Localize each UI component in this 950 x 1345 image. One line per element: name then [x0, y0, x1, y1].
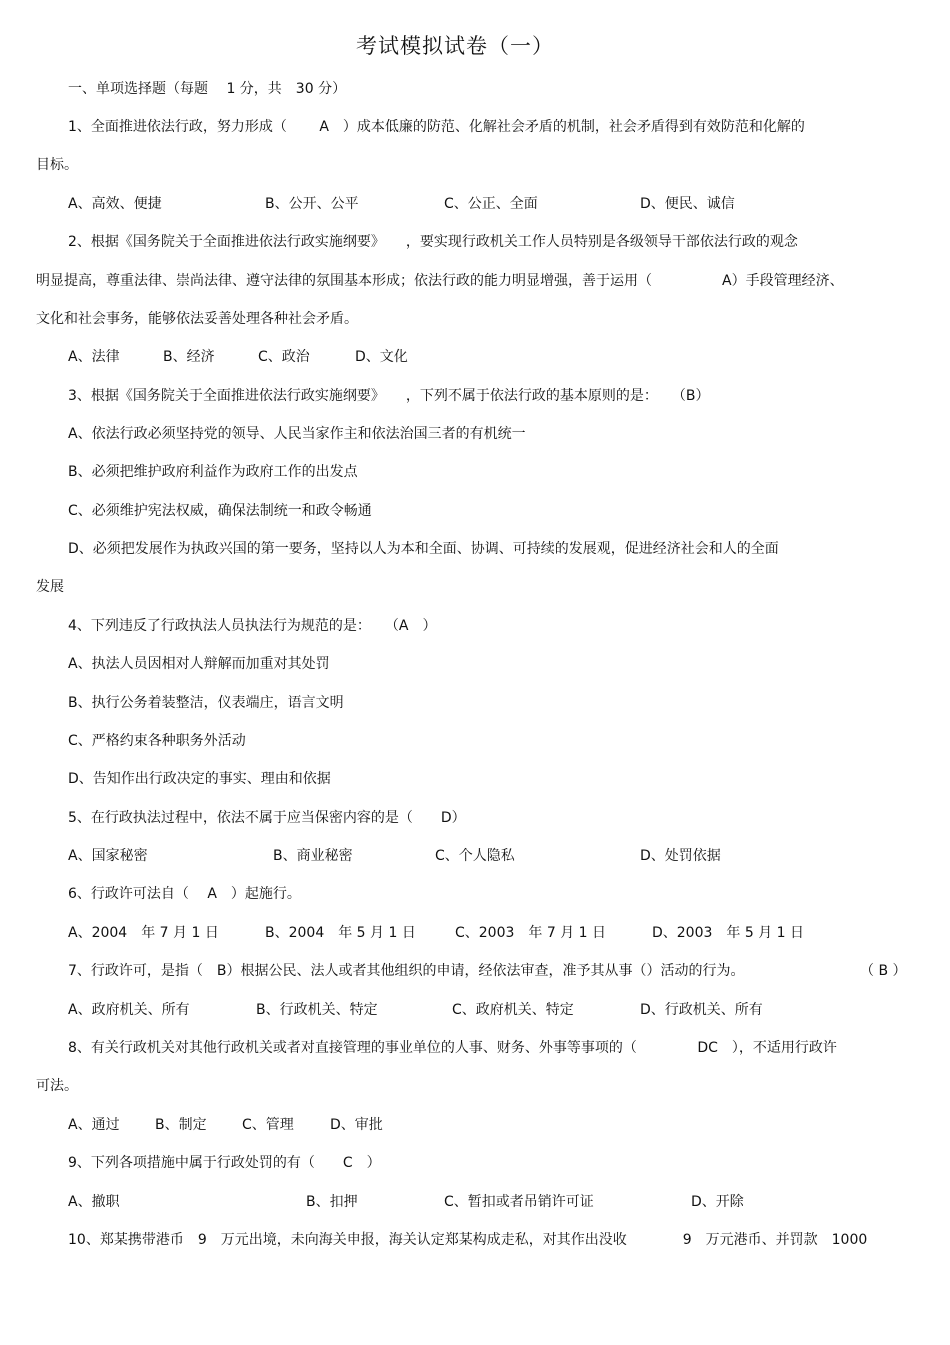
question-2-option-d: D、文化: [355, 349, 408, 365]
section-heading: 一、单项选择题（每题 1 分，共 30 分）: [68, 81, 347, 97]
question-3-option-a: A、依法行政必须坚持党的领导、人民当家作主和依法治国三者的有机统一: [68, 426, 526, 442]
question-2-option-b: B、经济: [163, 349, 215, 365]
question-9-text: 9、下列各项措施中属于行政处罚的有（ C ）: [68, 1155, 381, 1171]
question-5-option-a: A、国家秘密: [68, 848, 148, 864]
question-1-option-c: C、公正、全面: [444, 196, 538, 212]
question-1-text-cont: 目标。: [36, 157, 78, 173]
question-9-option-a: A、撤职: [68, 1194, 120, 1210]
question-6-text: 6、行政许可法自（ A ）起施行。: [68, 886, 301, 902]
question-2-text-cont2: 文化和社会事务，能够依法妥善处理各种社会矛盾。: [36, 311, 358, 327]
question-4-option-c: C、严格约束各种职务外活动: [68, 733, 246, 749]
question-8-option-a: A、通过: [68, 1117, 120, 1133]
question-2-text: 2、根据《国务院关于全面推进依法行政实施纲要》 ，要实现行政机关工作人员特别是各级领导干部依法行政的观念: [68, 234, 798, 250]
question-6-option-b: B、2004 年 5 月 1 日: [265, 925, 416, 941]
question-5-option-b: B、商业秘密: [273, 848, 353, 864]
question-8-option-d: D、审批: [330, 1117, 383, 1133]
question-7-answer: （ B ）: [860, 963, 907, 979]
exam-title: 考试模拟试卷（一）: [356, 34, 554, 58]
question-1-text: 1、全面推进依法行政，努力形成（ A ）成本低廉的防范、化解社会矛盾的机制，社会矛盾得到有效防范和化解的: [68, 119, 805, 135]
question-9-option-b: B、扣押: [306, 1194, 358, 1210]
question-3-option-c: C、必须维护宪法权威，确保法制统一和政令畅通: [68, 503, 372, 519]
question-8-option-c: C、管理: [242, 1117, 294, 1133]
question-7-text: 7、行政许可，是指（ B）根据公民、法人或者其他组织的申请，经依法审查，准予其从事（）活动的行为。: [68, 963, 745, 979]
question-2-text-cont: 明显提高，尊重法律、崇尚法律、遵守法律的氛围基本形成；依法行政的能力明显增强，善于运用（ A）手段管理经济、: [36, 273, 844, 289]
question-2-option-a: A、法律: [68, 349, 120, 365]
question-6-option-d: D、2003 年 5 月 1 日: [652, 925, 805, 941]
question-10-text: 10、郑某携带港币 9 万元出境，未向海关申报，海关认定郑某构成走私，对其作出没收 9 万元港币、并罚款 1000: [68, 1232, 868, 1248]
question-6-option-c: C、2003 年 7 月 1 日: [455, 925, 607, 941]
question-7-option-c: C、政府机关、特定: [452, 1002, 574, 1018]
question-8-option-b: B、制定: [155, 1117, 207, 1133]
question-8-text-cont: 可法。: [36, 1078, 78, 1094]
question-4-text: 4、下列违反了行政执法人员执法行为规范的是： （A ）: [68, 618, 437, 634]
question-9-option-c: C、暂扣或者吊销许可证: [444, 1194, 594, 1210]
question-4-option-a: A、执法人员因相对人辩解而加重对其处罚: [68, 656, 330, 672]
question-7-option-b: B、行政机关、特定: [256, 1002, 378, 1018]
question-4-option-d: D、告知作出行政决定的事实、理由和依据: [68, 771, 331, 787]
question-5-option-c: C、个人隐私: [435, 848, 515, 864]
question-9-option-d: D、开除: [691, 1194, 744, 1210]
question-3-option-d: D、必须把发展作为执政兴国的第一要务，坚持以人为本和全面、协调、可持续的发展观，促进经济社会和人的全面: [68, 541, 779, 557]
question-3-option-b: B、必须把维护政府利益作为政府工作的出发点: [68, 464, 358, 480]
question-6-option-a: A、2004 年 7 月 1 日: [68, 925, 219, 941]
question-3-text: 3、根据《国务院关于全面推进依法行政实施纲要》 ，下列不属于依法行政的基本原则的是： （B）: [68, 388, 710, 404]
question-2-option-c: C、政治: [258, 349, 310, 365]
question-7-option-d: D、行政机关、所有: [640, 1002, 763, 1018]
question-5-option-d: D、处罚依据: [640, 848, 721, 864]
question-5-text: 5、在行政执法过程中，依法不属于应当保密内容的是（ D）: [68, 810, 466, 826]
question-7-option-a: A、政府机关、所有: [68, 1002, 190, 1018]
question-8-text: 8、有关行政机关对其他行政机关或者对直接管理的事业单位的人事、财务、外事等事项的（ DC ），不适用行政许: [68, 1040, 837, 1056]
question-3-option-d-cont: 发展: [36, 579, 64, 595]
question-1-option-a: A、高效、便捷: [68, 196, 162, 212]
question-4-option-b: B、执行公务着装整洁，仪表端庄，语言文明: [68, 695, 344, 711]
question-1-option-d: D、便民、诚信: [640, 196, 735, 212]
question-1-option-b: B、公开、公平: [265, 196, 359, 212]
